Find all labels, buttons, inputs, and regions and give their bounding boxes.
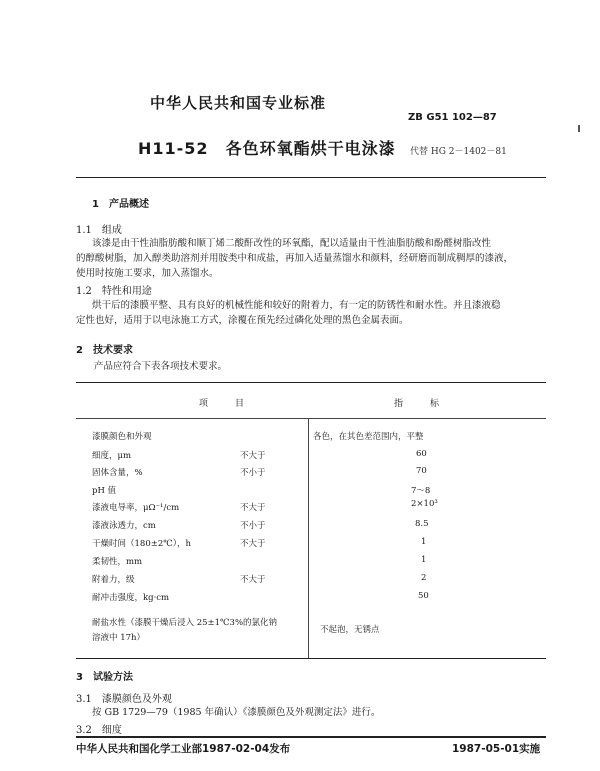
- section3-heading: 3 试验方法: [76, 672, 133, 683]
- table-bottom-rule: [76, 658, 546, 659]
- table-row-item: 干燥时间（180±2℃），h: [92, 539, 191, 549]
- section1-2-paragraph: [92, 298, 552, 313]
- header-divider: [76, 177, 546, 178]
- table-row-item: 柔韧性，mm: [92, 557, 143, 567]
- document-title: H11-52 各色环氧酯烘干电泳漆: [138, 139, 396, 158]
- standard-title: 中华人民共和国专业标准: [150, 94, 327, 112]
- section1-heading: 1 产品概述: [92, 199, 149, 210]
- effective-date: 1987-05-01实施: [452, 743, 541, 755]
- table-row-item: 漆液电导率，μΩ⁻¹/cm: [92, 503, 180, 513]
- table-row-item: 附着力，级: [92, 575, 135, 585]
- table-row-value: 60: [416, 449, 427, 459]
- table-row-value: 70: [416, 466, 427, 476]
- table-row-item-cont: 溶液中 17h）: [92, 633, 145, 643]
- table-row-value: 2: [421, 573, 427, 583]
- table-row-item: pH 值: [92, 486, 117, 496]
- table-row-value: 2×10³: [411, 499, 438, 509]
- table-row-value: 各色，在其色差范围内，平整: [313, 432, 424, 442]
- section1-1-heading: 1.1 组成: [76, 225, 122, 236]
- table-row-condition: 不大于: [240, 539, 266, 549]
- table-row-item: 耐盐水性（漆膜干燥后浸入 25±1℃3%的氯化钠: [92, 618, 278, 628]
- section3-2-heading: 3.2 细度: [76, 725, 122, 736]
- issued-by: 中华人民共和国化学工业部1987-02-04发布: [76, 743, 291, 755]
- standard-code: ZB G51 102—87: [408, 112, 497, 123]
- table-row-value: 50: [418, 591, 429, 601]
- paragraph-line: 的醇酸树脂，加入醇类助溶剂并用胺类中和成盐，再加入适量蒸馏水和颜料，经研磨而制成稠厚的漆液，: [76, 253, 514, 264]
- table-row-value: 1: [421, 537, 427, 547]
- table-header-rule: [76, 418, 546, 419]
- scan-mark: [578, 125, 580, 132]
- section2-heading: 2 技术要求: [76, 345, 133, 356]
- table-top-rule: [76, 382, 546, 383]
- section1-1-paragraph: [92, 236, 552, 251]
- section3-1-heading: 3.1 漆膜颜色及外观: [76, 694, 172, 705]
- table-row-value: 7～8: [411, 486, 431, 496]
- replaces-note: 代替 HG 2－1402－81: [410, 147, 507, 157]
- section1-1-paragraph-cont: [76, 251, 552, 281]
- table-row-value: 1: [421, 555, 427, 565]
- table-row-item: 漆液泳透力，cm: [92, 521, 156, 531]
- section2-intro: 产品应符合下表各项技术要求。: [94, 361, 228, 372]
- table-header-item: 项 目: [199, 399, 245, 409]
- table-row-condition: 不大于: [240, 503, 266, 513]
- paragraph-line: 使用时按施工要求，加入蒸馏水。: [76, 268, 219, 279]
- section3-1-text: 按 GB 1729—79（1985 年确认）《漆膜颜色及外观测定法》进行。: [92, 707, 381, 718]
- section1-2-heading: 1.2 特性和用途: [76, 286, 152, 297]
- table-header-index: 指 标: [394, 399, 440, 409]
- table-row-condition: 不小于: [240, 468, 266, 478]
- section1-2-paragraph-cont: [76, 313, 552, 328]
- table-row-item: 耐冲击强度，kg·cm: [92, 593, 170, 603]
- table-column-divider: [308, 418, 309, 659]
- paragraph-line: 定性也好，适用于以电泳施工方式，涂覆在预先经过磷化处理的黑色金属表面。: [76, 315, 409, 326]
- table-row-item: 漆膜颜色和外观: [92, 432, 152, 442]
- table-row-condition: 不大于: [240, 451, 266, 461]
- paragraph-line: 该漆是由干性油脂肪酸和顺丁烯二酸酐改性的环氧酯，配以适量由干性油脂肪酸和酚醛树脂改性: [92, 238, 492, 249]
- table-row-value: 8.5: [415, 519, 429, 529]
- table-row-value: 不起泡，无锈点: [320, 625, 380, 635]
- table-row-item: 细度，μm: [92, 451, 132, 461]
- table-row-condition: 不大于: [240, 575, 266, 585]
- footer-rule: [76, 736, 546, 738]
- table-row-condition: 不小于: [240, 521, 266, 531]
- table-row-item: 固体含量，%: [92, 468, 143, 478]
- paragraph-line: 烘干后的漆膜平整、具有良好的机械性能和较好的附着力，有一定的防锈性和耐水性。并且漆液稳: [92, 300, 501, 311]
